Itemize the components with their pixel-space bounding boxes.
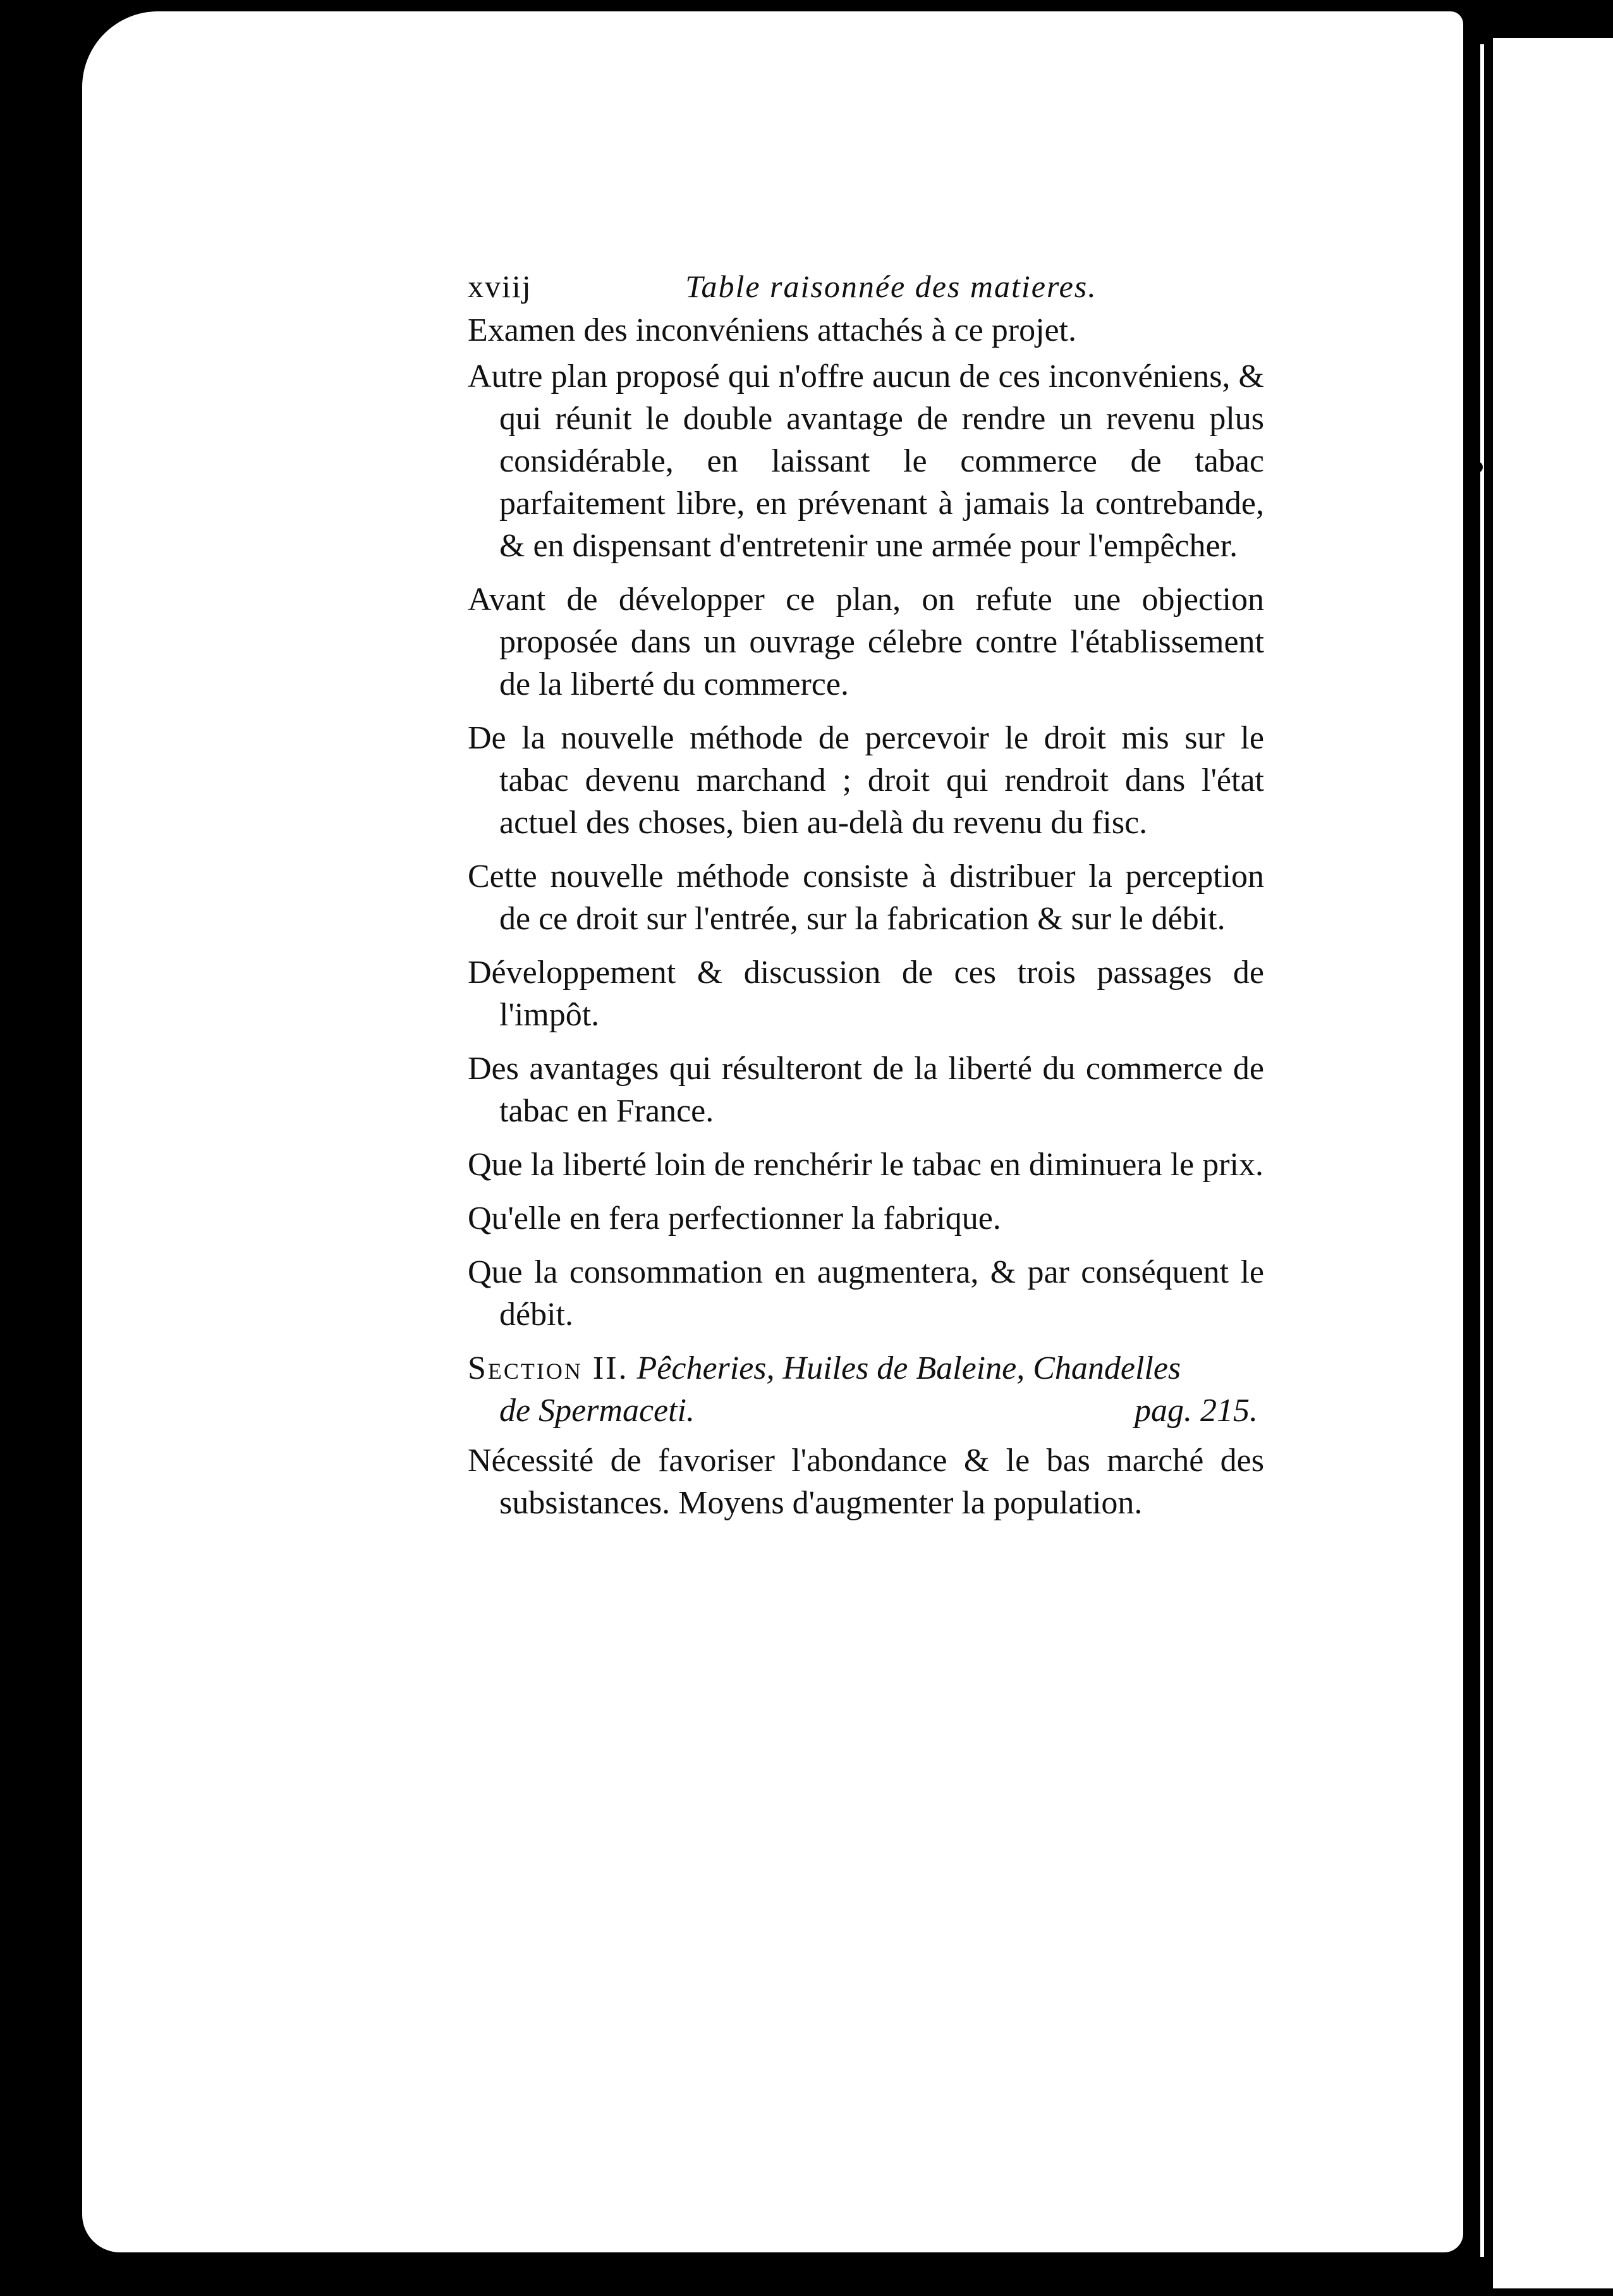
section-title-continued — [499, 1389, 1264, 1432]
index-entry: Des avantages qui résulteront de la liberté du commerce de tabac en France. — [468, 1051, 1264, 1129]
index-text — [468, 266, 1264, 1536]
running-title: Table raisonnée des matieres. — [685, 269, 1097, 304]
scan-speck — [28, 740, 35, 746]
gutter-line — [1476, 38, 1480, 2257]
index-entry: Nécessité de favoriser l'abondance & le bas marché des subsistances. Moyens d'augmenter la population. — [468, 1443, 1264, 1521]
page-header — [468, 266, 1264, 308]
index-entry: Qu'elle en fera perfectionner la fabrique. — [468, 1200, 1001, 1237]
index-entry: Cette nouvelle méthode consiste à distribuer la perception de ce droit sur l'entrée, sur la fabrication & sur le débit. — [468, 858, 1264, 937]
index-entry: Développement & discussion de ces trois passages de l'impôt. — [468, 955, 1264, 1033]
adjacent-page-strip — [1493, 38, 1613, 2288]
index-entry: Examen des inconvéniens attachés à ce projet. — [468, 312, 1077, 348]
index-entry: Autre plan proposé qui n'offre aucun de ces inconvéniens, & qui réunit le double avantage de rendre un revenu plus considérable, en laissant le commerce de tabac parfaitement libre, en prévenant à jamais la contrebande, & en dispensant d'entretenir une armée pour l'empêcher. — [468, 358, 1264, 564]
binding-mark — [1465, 461, 1483, 473]
section-title: Pêcheries, Huiles de Baleine, Chandelles — [636, 1350, 1181, 1386]
scan-speck — [19, 1650, 25, 1656]
index-entry: Avant de développer ce plan, on refute une objection proposée dans un ouvrage célebre contre l'établissement de la liberté du commerce. — [468, 582, 1264, 702]
section-label: Section II. — [468, 1350, 629, 1386]
index-entry: Que la consommation en augmentera, & par conséquent le débit. — [468, 1254, 1264, 1333]
section-heading — [468, 1347, 1264, 1432]
index-entry: De la nouvelle méthode de percevoir le droit mis sur le tabac devenu marchand ; droit qui rendroit dans l'état actuel des choses, bien au-delà du revenu du fisc. — [468, 720, 1264, 841]
index-entry: Que la liberté loin de renchérir le tabac en diminuera le prix. — [468, 1147, 1263, 1183]
section-page-reference: pag. 215. — [1135, 1393, 1258, 1429]
folio-number: xviij — [468, 269, 532, 304]
section-title-line2: de Spermaceti. — [499, 1393, 695, 1429]
